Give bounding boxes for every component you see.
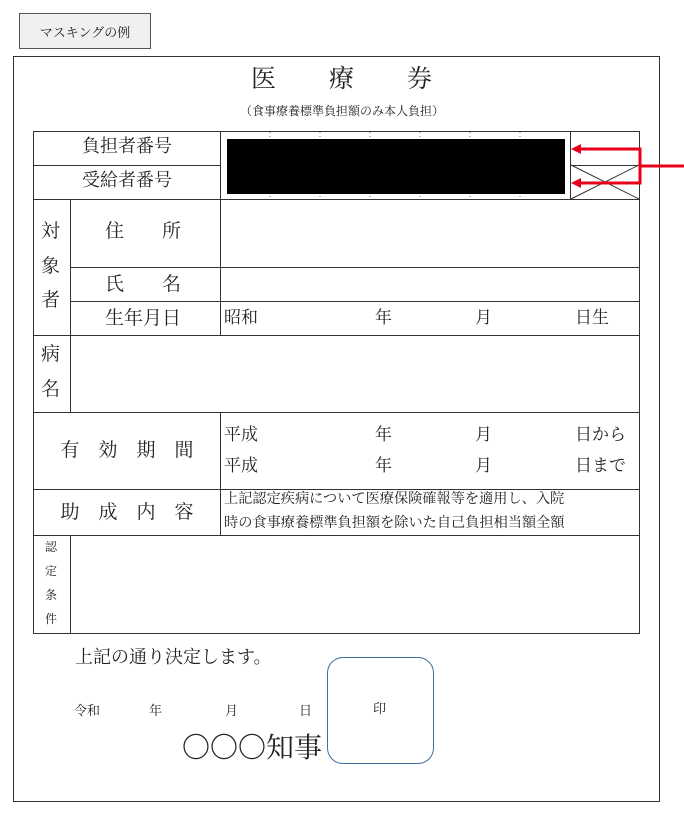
label-conditions-1: 認	[45, 540, 58, 554]
rule-h	[33, 535, 640, 536]
aid-text-line-1: 上記認定疾病について医療保険確報等を適用し、入院	[224, 491, 565, 507]
birth-day-unit: 日生	[575, 308, 609, 328]
issue-year-unit: 年	[149, 704, 163, 719]
label-birthdate: 生年月日	[105, 307, 182, 329]
rule-h	[33, 335, 640, 336]
label-conditions-2: 定	[45, 564, 58, 578]
label-aid-content: 助 成 内 容	[60, 501, 194, 523]
valid-from-year-unit: 年	[375, 425, 392, 445]
valid-to-year-unit: 年	[375, 456, 392, 476]
governor-name: 〇〇〇知事	[182, 731, 323, 764]
label-disease-2: 名	[41, 378, 61, 400]
rule-v	[70, 199, 71, 336]
masking-block	[227, 139, 565, 194]
rule-h	[33, 489, 640, 490]
rule-h	[33, 199, 640, 200]
label-conditions-3: 条	[45, 588, 58, 602]
label-subject-1: 対	[41, 220, 61, 242]
aid-text-line-2: 時の食事療養標準負担額を除いた自己負担相当額全額	[224, 515, 565, 531]
rule-v	[220, 131, 221, 336]
rule-h	[70, 267, 640, 268]
document-subtitle: （食事療養標準負担額のみ本人負担）	[239, 104, 444, 118]
label-recipient-number: 受給者番号	[82, 170, 172, 191]
label-disease-1: 病	[41, 343, 61, 365]
label-payer-number: 負担者番号	[82, 136, 172, 157]
rule-v	[70, 335, 71, 412]
label-name: 氏 名	[105, 273, 182, 295]
valid-to-era: 平成	[224, 456, 258, 476]
valid-from-suffix: 日から	[575, 425, 626, 445]
label-conditions-4: 件	[45, 612, 58, 626]
rule-v	[70, 535, 71, 634]
label-subject-2: 象	[41, 255, 61, 277]
valid-to-suffix: 日まで	[575, 456, 626, 476]
valid-to-month-unit: 月	[475, 456, 492, 476]
rule-h	[33, 165, 221, 166]
rule-h	[570, 165, 640, 166]
birth-era: 昭和	[224, 308, 258, 328]
rule-h	[70, 301, 640, 302]
form-table	[33, 131, 640, 634]
decision-text: 上記の通り決定します。	[75, 647, 272, 668]
birth-month-unit: 月	[475, 308, 492, 328]
valid-from-era: 平成	[224, 425, 258, 445]
birth-year-unit: 年	[375, 308, 392, 328]
issue-day-unit: 日	[299, 704, 313, 719]
masking-example-label: マスキングの例	[39, 25, 131, 41]
rule-h	[33, 412, 640, 413]
document-title: 医 療 券	[250, 64, 433, 93]
issue-era: 令和	[74, 704, 101, 719]
label-subject-3: 者	[41, 289, 61, 311]
masking-example-button[interactable]	[19, 13, 151, 49]
label-validity: 有 効 期 間	[60, 439, 194, 461]
label-address: 住 所	[105, 220, 182, 242]
issue-month-unit: 月	[225, 704, 239, 719]
valid-from-month-unit: 月	[475, 425, 492, 445]
seal-label: 印	[373, 702, 387, 717]
